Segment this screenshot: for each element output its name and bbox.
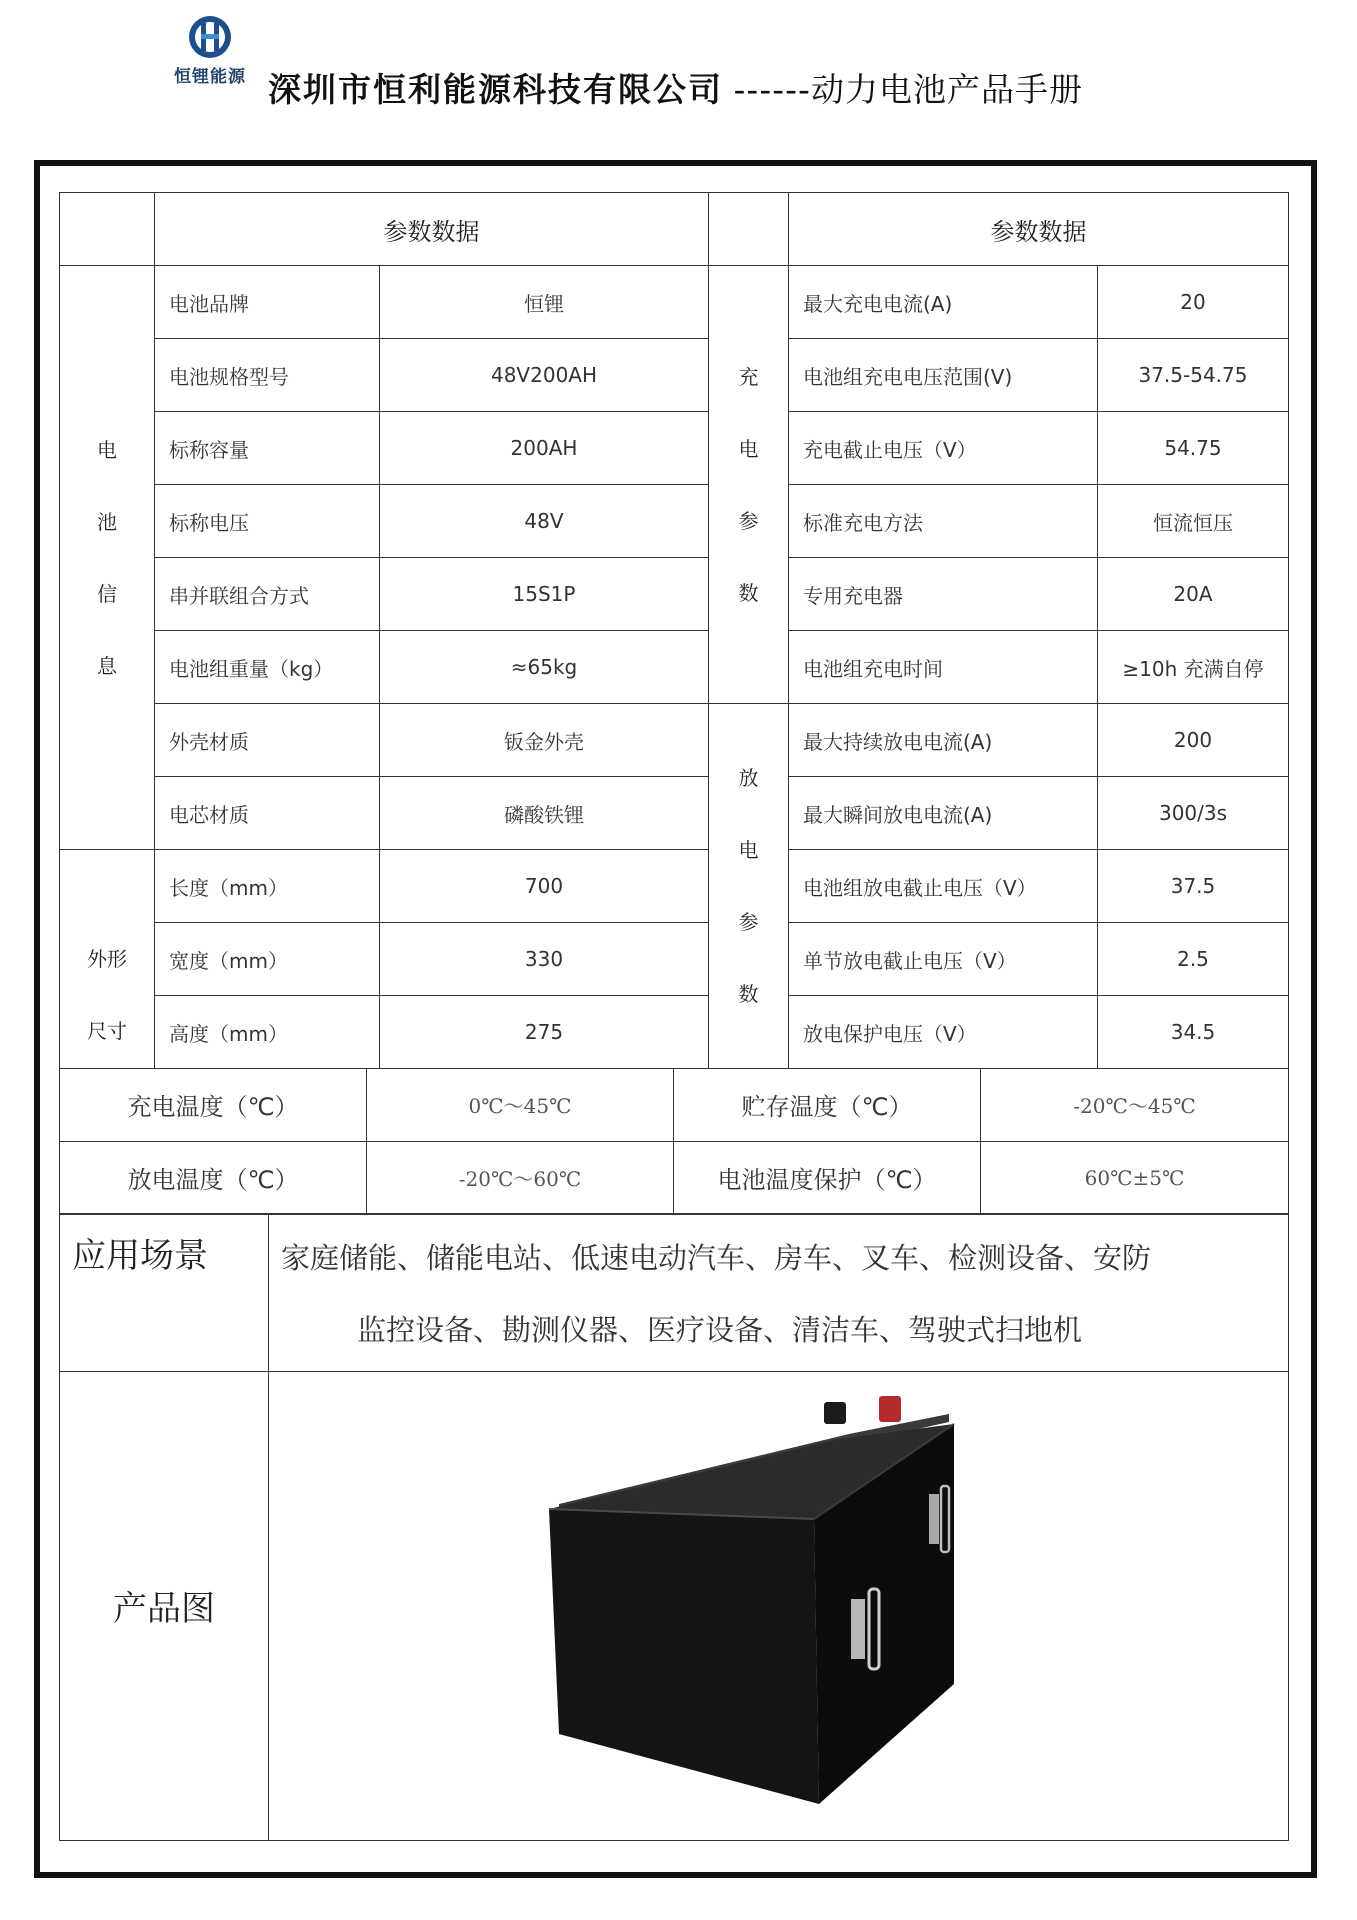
temp-label: 贮存温度（℃） — [674, 1068, 981, 1141]
row-label: 电池品牌 — [155, 266, 380, 339]
company-name: 深圳市恒利能源科技有限公司 — [268, 70, 723, 109]
row-value: 20 — [1098, 266, 1289, 339]
row-label: 最大瞬间放电电流(A) — [789, 777, 1098, 850]
corner-cell — [60, 193, 155, 266]
temperature-table — [59, 1068, 1289, 1215]
row-value: 48V — [380, 485, 709, 558]
application-line-2: 监控设备、勘测仪器、医疗设备、清洁车、驾驶式扫地机 — [357, 1313, 1083, 1347]
row-label: 宽度（mm） — [155, 923, 380, 996]
logo-mark-icon — [186, 14, 234, 60]
spec-sheet — [59, 192, 1288, 1836]
company-logo — [162, 14, 258, 106]
row-value: 恒流恒压 — [1098, 485, 1289, 558]
application-table — [59, 1213, 1289, 1372]
battery-product-image — [519, 1394, 1039, 1814]
row-label: 标准充电方法 — [789, 485, 1098, 558]
row-label: 电池组放电截止电压（V） — [789, 850, 1098, 923]
row-label: 标称电压 — [155, 485, 380, 558]
document-subtitle: ------动力电池产品手册 — [733, 70, 1083, 109]
row-value: 200AH — [380, 412, 709, 485]
row-value: ≈65kg — [380, 631, 709, 704]
product-image-cell — [269, 1371, 1289, 1840]
row-label: 充电截止电压（V） — [789, 412, 1098, 485]
row-value: 300/3s — [1098, 777, 1289, 850]
temp-label: 电池温度保护（℃） — [674, 1141, 981, 1214]
middle-header-cell — [709, 193, 789, 266]
row-label: 串并联组合方式 — [155, 558, 380, 631]
row-value: 275 — [380, 996, 709, 1069]
row-label: 高度（mm） — [155, 996, 380, 1069]
row-value: 20A — [1098, 558, 1289, 631]
row-value: 37.5 — [1098, 850, 1289, 923]
group-discharge-params: 放 电 参 数 — [709, 704, 789, 1069]
row-label: 电芯材质 — [155, 777, 380, 850]
row-label: 外壳材质 — [155, 704, 380, 777]
row-label: 单节放电截止电压（V） — [789, 923, 1098, 996]
temp-label: 充电温度（℃） — [60, 1068, 367, 1141]
row-label: 最大持续放电电流(A) — [789, 704, 1098, 777]
product-image-table — [59, 1371, 1289, 1841]
row-label: 电池组充电时间 — [789, 631, 1098, 704]
spec-table — [59, 192, 1289, 1069]
row-label: 电池组重量（kg） — [155, 631, 380, 704]
row-value: 54.75 — [1098, 412, 1289, 485]
row-label: 放电保护电压（V） — [789, 996, 1098, 1069]
temp-value: 0℃～45℃ — [367, 1068, 674, 1141]
row-value: 48V200AH — [380, 339, 709, 412]
product-image-label: 产品图 — [60, 1371, 269, 1840]
negative-terminal-icon — [824, 1402, 846, 1424]
row-label: 专用充电器 — [789, 558, 1098, 631]
logo-text: 恒锂能源 — [174, 67, 246, 87]
row-value: 34.5 — [1098, 996, 1289, 1069]
application-line-1: 家庭储能、储能电站、低速电动汽车、房车、叉车、检测设备、安防 — [281, 1241, 1152, 1275]
temp-value: 60℃±5℃ — [981, 1141, 1289, 1214]
row-value: 2.5 — [1098, 923, 1289, 996]
temp-value: -20℃～45℃ — [981, 1068, 1289, 1141]
row-value: 330 — [380, 923, 709, 996]
row-value: 钣金外壳 — [380, 704, 709, 777]
group-dimensions: 外形 尺寸 — [60, 850, 155, 1069]
application-text — [269, 1214, 1289, 1372]
row-value: ≥10h 充满自停 — [1098, 631, 1289, 704]
row-value: 磷酸铁锂 — [380, 777, 709, 850]
temp-label: 放电温度（℃） — [60, 1141, 367, 1214]
temp-value: -20℃～60℃ — [367, 1141, 674, 1214]
page-header — [0, 0, 1357, 130]
right-header: 参数数据 — [789, 193, 1289, 266]
row-label: 标称容量 — [155, 412, 380, 485]
group-charge-params: 充 电 参 数 — [709, 266, 789, 704]
row-value: 15S1P — [380, 558, 709, 631]
row-value: 37.5-54.75 — [1098, 339, 1289, 412]
group-battery-info: 电 池 信 息 — [60, 266, 155, 850]
row-value: 恒锂 — [380, 266, 709, 339]
row-label: 长度（mm） — [155, 850, 380, 923]
row-label: 电池规格型号 — [155, 339, 380, 412]
left-header: 参数数据 — [155, 193, 709, 266]
application-label: 应用场景 — [60, 1214, 269, 1372]
row-value: 700 — [380, 850, 709, 923]
row-value: 200 — [1098, 704, 1289, 777]
row-label: 最大充电电流(A) — [789, 266, 1098, 339]
document-title — [268, 64, 1083, 111]
positive-terminal-icon — [879, 1396, 901, 1422]
row-label: 电池组充电电压范围(V) — [789, 339, 1098, 412]
